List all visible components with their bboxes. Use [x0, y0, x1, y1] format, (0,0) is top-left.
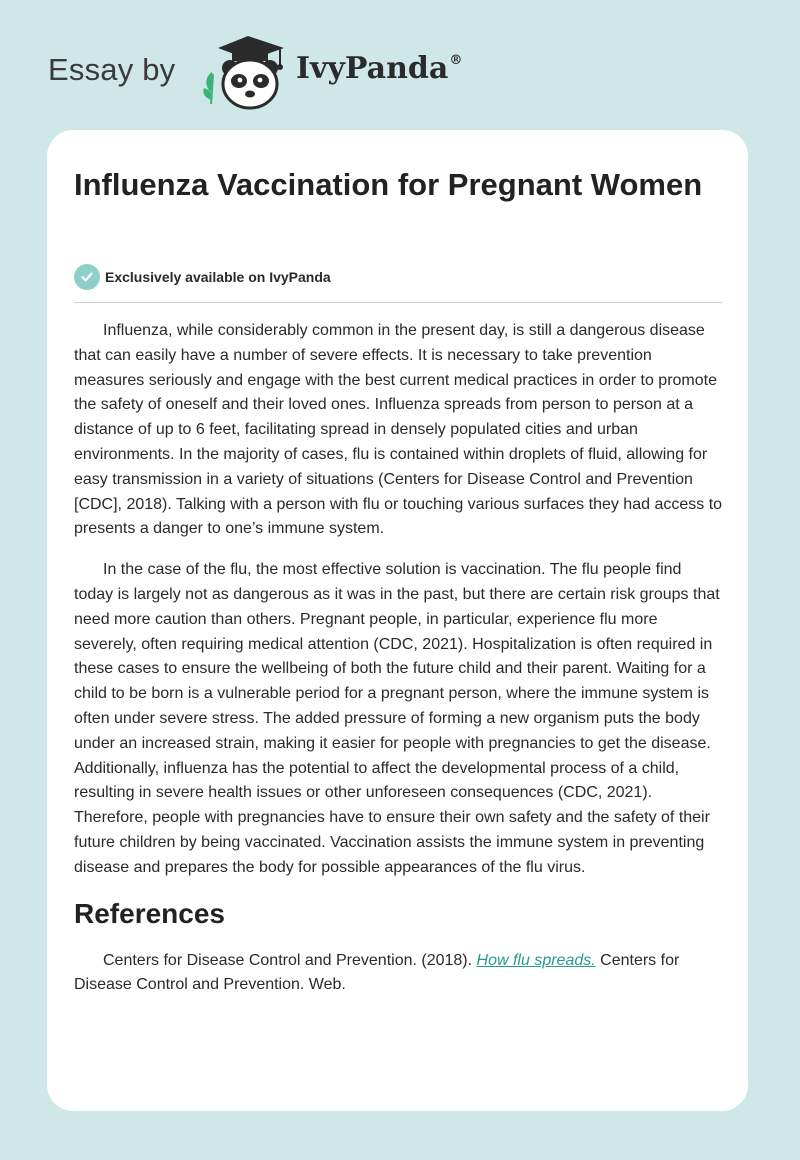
registered-mark: ®	[449, 53, 463, 68]
page-title: Influenza Vaccination for Pregnant Women	[74, 167, 703, 202]
article-body	[74, 319, 724, 998]
reference-link[interactable]: How flu spreads.	[476, 951, 596, 969]
article-card	[47, 130, 748, 1111]
check-icon	[74, 264, 100, 290]
reference-text-after: Centers for Disease Control and Prevention. Web.	[74, 951, 680, 994]
paragraph: In the case of the flu, the most effective solution is vaccination. The flu people find today is largely not as dangerous as it was in the past, but there are certain risk groups that need more caution than others. Pregnant people, in particular, experience flu more severely, often requiring medical attention (CDC, 2021). Hospitalization is often required in these cases to ensure the wellbeing of both the future child and their parent. Waiting for a child to be born is a vulnerable period for a pregnant person, where the immune system is often under severe stress. The added pressure of forming a new organism puts the body under an increased strain, making it easier for people with pregnancies to get the disease. Additionally, influenza has the potential to affect the developmental process of a child, resulting in severe health issues or other unforeseen consequences (CDC, 2021). Therefore, people with pregnancies have to ensure their own safety and the safety of their future children by being vaccinated. Vaccination assists the immune system in preventing disease and prepares the body for possible appearances of the flu virus.	[74, 561, 720, 876]
reference-item	[74, 949, 724, 999]
badge-label: Exclusively available on IvyPanda	[105, 269, 331, 285]
brand-name[interactable]	[296, 51, 461, 86]
reference-text-before: Centers for Disease Control and Prevention. (2018).	[103, 951, 477, 969]
references-heading: References	[74, 897, 225, 929]
divider	[74, 302, 722, 303]
ivypanda-logo-icon[interactable]	[200, 34, 290, 110]
paragraph: Influenza, while considerably common in the present day, is still a dangerous disease that can easily have a number of severe effects. It is necessary to take prevention measures seriously and engage with the best current medical practices in order to promote the safety of oneself and their loved ones. Influenza spreads from person to person at a distance of up to 6 feet, facilitating spread in densely populated cities and urban environments. In the majority of cases, flu is contained within droplets of fluid, allowing for easy transmission in a variety of situations (Centers for Disease Control and Prevention [CDC], 2018). Talking with a person with flu or touching various surfaces they had access to presents a danger to one’s immune system.	[74, 322, 723, 538]
exclusive-badge	[74, 264, 331, 290]
site-header	[0, 0, 800, 130]
brand-text: IvyPanda	[296, 51, 449, 86]
essay-by-label: Essay by	[48, 52, 176, 87]
